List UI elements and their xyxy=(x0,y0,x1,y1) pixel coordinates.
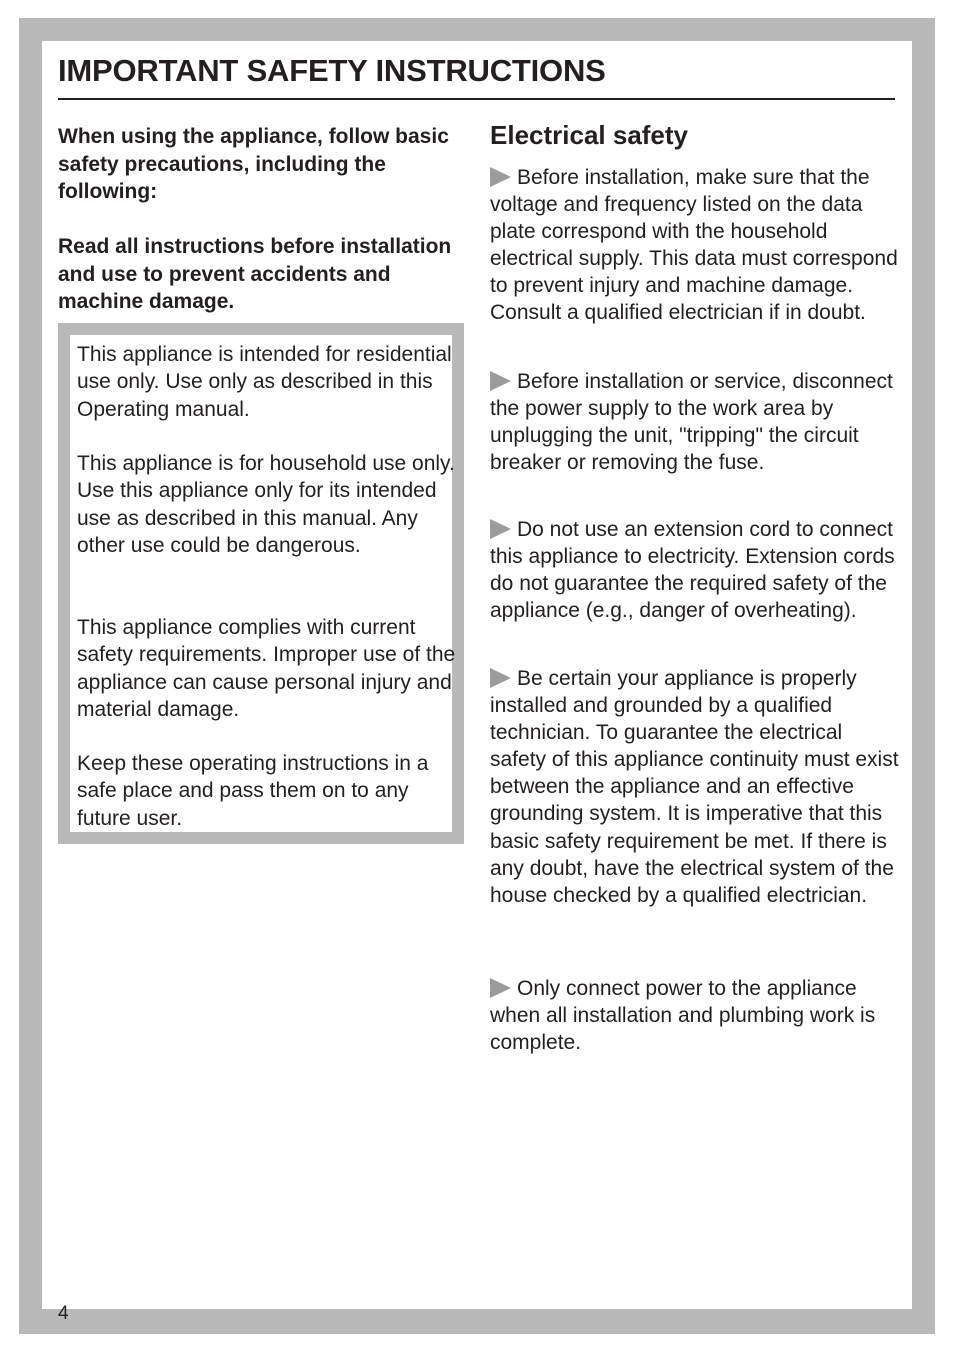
intro-read-all: Read all instructions before installation and use to prevent accidents and machine damage. xyxy=(58,235,452,313)
page-number: 4 xyxy=(58,1303,69,1324)
electrical-item-connect-power xyxy=(490,975,900,1056)
page-title: IMPORTANT SAFETY INSTRUCTIONS xyxy=(58,53,606,88)
electrical-item-text: Be certain your appliance is properly installed and grounded by a qualified technician. To guarantee the electrical safety of this appliance continuity must exist between the appliance and an effective grounding system. It is imperative that this basic safety requirement be met. If there is any doubt, have the electrical system of the house checked by a qualified electrician. xyxy=(490,667,899,907)
triangle-bullet-icon xyxy=(490,978,511,998)
electrical-item-extension-cord xyxy=(490,516,900,624)
electrical-item-disconnect xyxy=(490,368,900,476)
electrical-item-grounding xyxy=(490,665,900,909)
electrical-item-text: Do not use an extension cord to connect this appliance to electricity. Extension cords do not guarantee the required safety of the appliance (e.g., danger of overheating). xyxy=(490,518,895,623)
electrical-item-text: Only connect power to the appliance when all installation and plumbing work is complete. xyxy=(490,977,876,1055)
triangle-bullet-icon xyxy=(490,371,511,391)
triangle-bullet-icon xyxy=(490,167,511,187)
triangle-bullet-icon xyxy=(490,519,511,539)
notice-paragraph-household: This appliance is for household use only. Use this appliance only for its intended use as described in this manual. Any other use could be dangerous. xyxy=(77,452,455,557)
electrical-item-text: Before installation, make sure that the voltage and frequency listed on the data plate correspond with the household electrical supply. This data must correspond to prevent injury and machine damage. Consult a qualified electrician if in doubt. xyxy=(490,166,898,325)
notice-paragraph-keep-instructions: Keep these operating instructions in a safe place and pass them on to any future user. xyxy=(77,752,429,830)
electrical-item-voltage xyxy=(490,164,900,327)
notice-paragraph-compliance: This appliance complies with current safety requirements. Improper use of the appliance can cause personal injury and material damage. xyxy=(77,616,456,721)
electrical-safety-heading: Electrical safety xyxy=(490,120,689,150)
triangle-bullet-icon xyxy=(490,668,511,688)
notice-paragraph-residential: This appliance is intended for residential use only. Use only as described in this Operating manual. xyxy=(77,343,452,421)
title-divider xyxy=(58,98,895,100)
electrical-item-text: Before installation or service, disconnect the power supply to the work area by unplugging the unit, "tripping" the circuit breaker or removing the fuse. xyxy=(490,370,893,475)
intro-precautions: When using the appliance, follow basic safety precautions, including the following: xyxy=(58,125,449,203)
